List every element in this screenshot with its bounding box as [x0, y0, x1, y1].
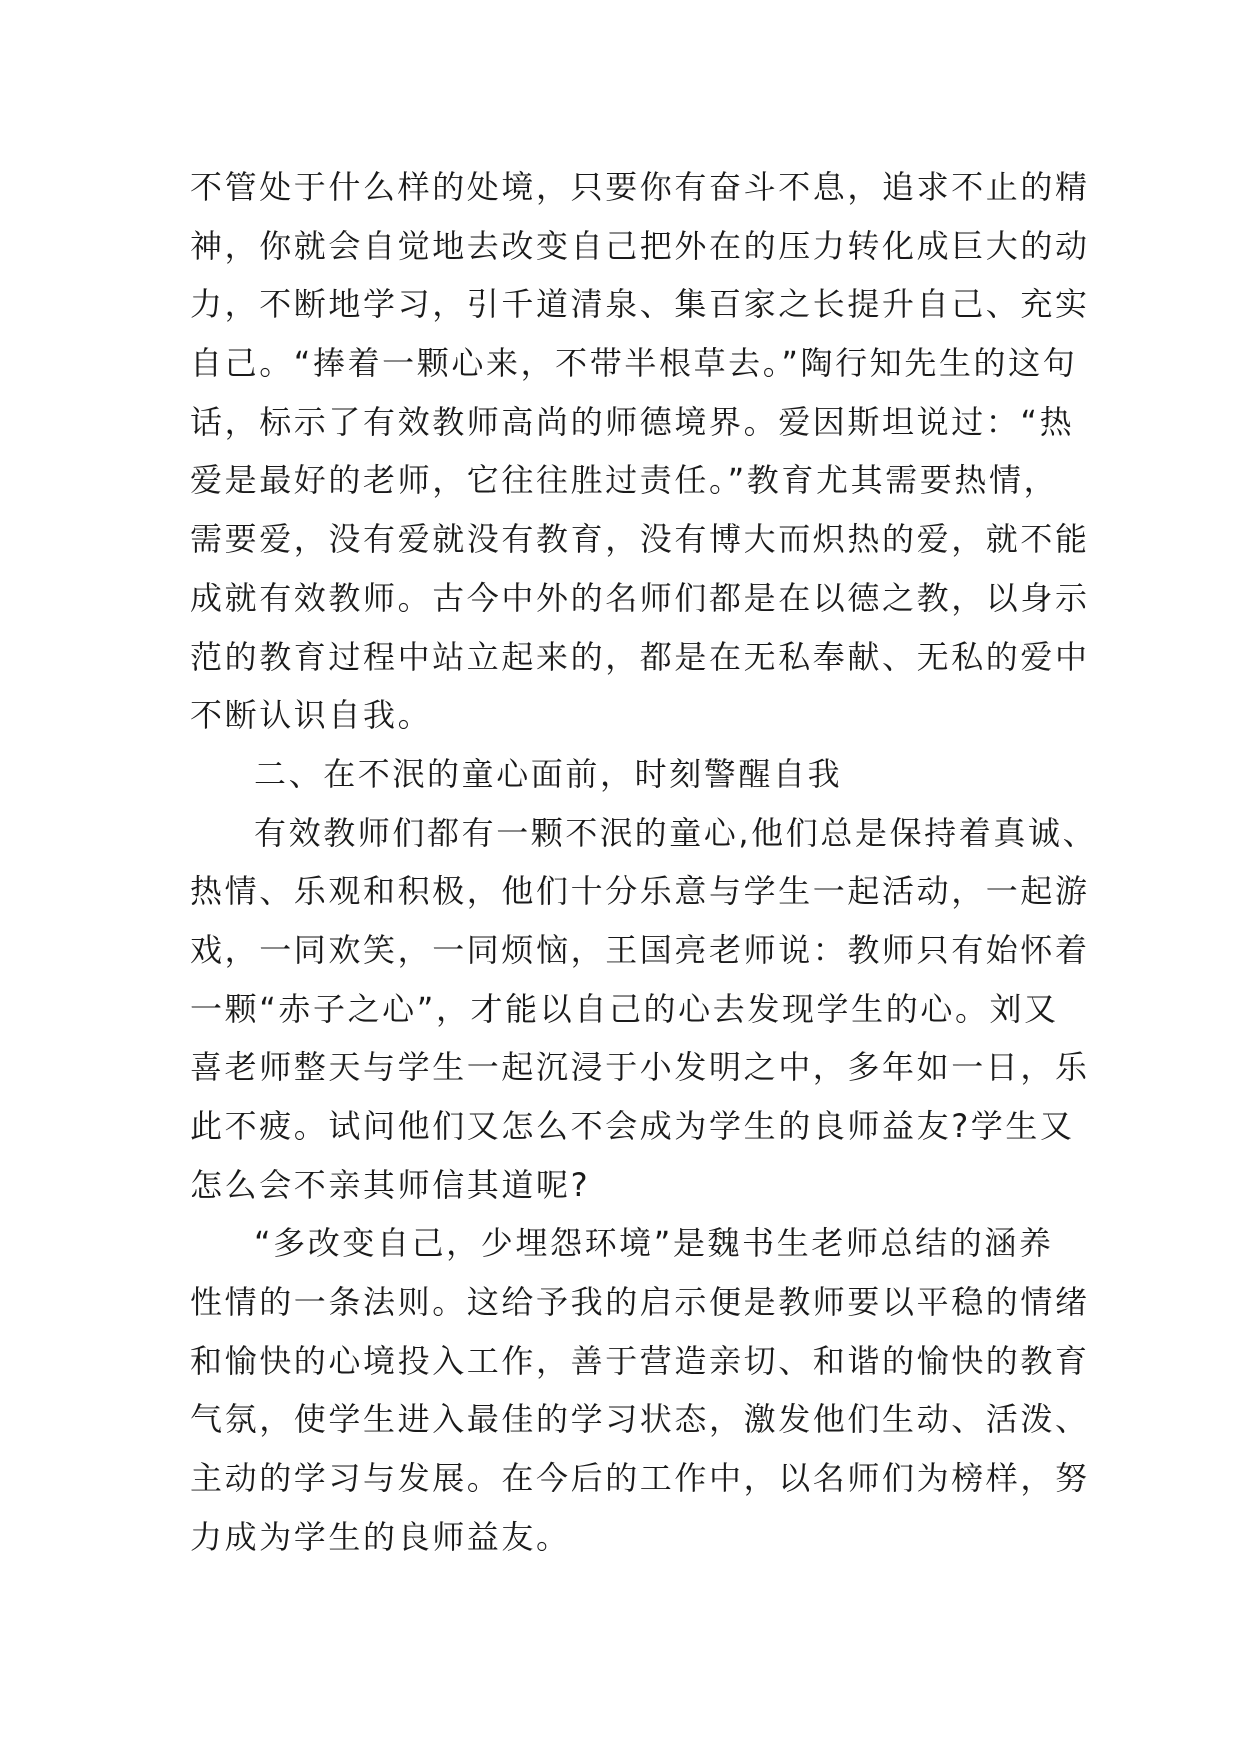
text-line: 性情的一条法则。这给予我的启示便是教师要以平稳的情绪: [190, 1283, 1090, 1322]
document-body: [190, 158, 1098, 1567]
text-line: 力成为学生的良师益友。: [190, 1517, 571, 1556]
text-line: 和愉快的心境投入工作，善于营造亲切、和谐的愉快的教育: [190, 1341, 1090, 1380]
text-line: 需要爱，没有爱就没有教育，没有博大而炽热的爱，就不能: [190, 520, 1090, 559]
paragraph-first-line: “多改变自己，少埋怨环境”是魏书生老师总结的涵养: [254, 1224, 1054, 1263]
text-line: 喜老师整天与学生一起沉浸于小发明之中，多年如一日，乐: [190, 1048, 1090, 1087]
text-line: 自己。“捧着一颗心来，不带半根草去。”陶行知先生的这句: [190, 344, 1078, 383]
text-line: 主动的学习与发展。在今后的工作中，以名师们为榜样，努: [190, 1459, 1090, 1498]
paragraph-first-line: 二、在不泯的童心面前，时刻警醒自我: [254, 754, 843, 793]
text-line: 范的教育过程中站立起来的，都是在无私奉献、无私的爱中: [190, 637, 1090, 676]
text-line: 此不疲。试问他们又怎么不会成为学生的良师益友?学生又: [190, 1107, 1075, 1145]
text-line: 不管处于什么样的处境，只要你有奋斗不息，追求不止的精: [190, 168, 1090, 206]
paragraph-first-line: 有效教师们都有一颗不泯的童心,他们总是保持着真诚、: [254, 813, 1098, 852]
text-line: 爱是最好的老师，它往往胜过责任。”教育尤其需要热情，: [190, 461, 1059, 500]
text-line: 怎么会不亲其师信其道呢?: [190, 1165, 591, 1204]
text-line: 不断认识自我。: [190, 696, 433, 735]
text-line: 气氛，使学生进入最佳的学习状态，激发他们生动、活泼、: [190, 1400, 1090, 1439]
text-line: 神，你就会自觉地去改变自己把外在的压力转化成巨大的动: [190, 226, 1090, 265]
text-line: 话，标示了有效教师高尚的师德境界。爱因斯坦说过：“热: [190, 402, 1075, 441]
text-line: 热情、乐观和积极，他们十分乐意与学生一起活动，一起游: [190, 872, 1090, 911]
text-line: 戏，一同欢笑，一同烦恼，王国亮老师说：教师只有始怀着: [190, 930, 1090, 969]
text-line: 力，不断地学习，引千道清泉、集百家之长提升自己、充实: [190, 285, 1090, 324]
text-line: 成就有效教师。古今中外的名师们都是在以德之教，以身示: [190, 578, 1090, 617]
text-line: 一颗“赤子之心”，才能以自己的心去发现学生的心。刘又: [190, 989, 1059, 1028]
